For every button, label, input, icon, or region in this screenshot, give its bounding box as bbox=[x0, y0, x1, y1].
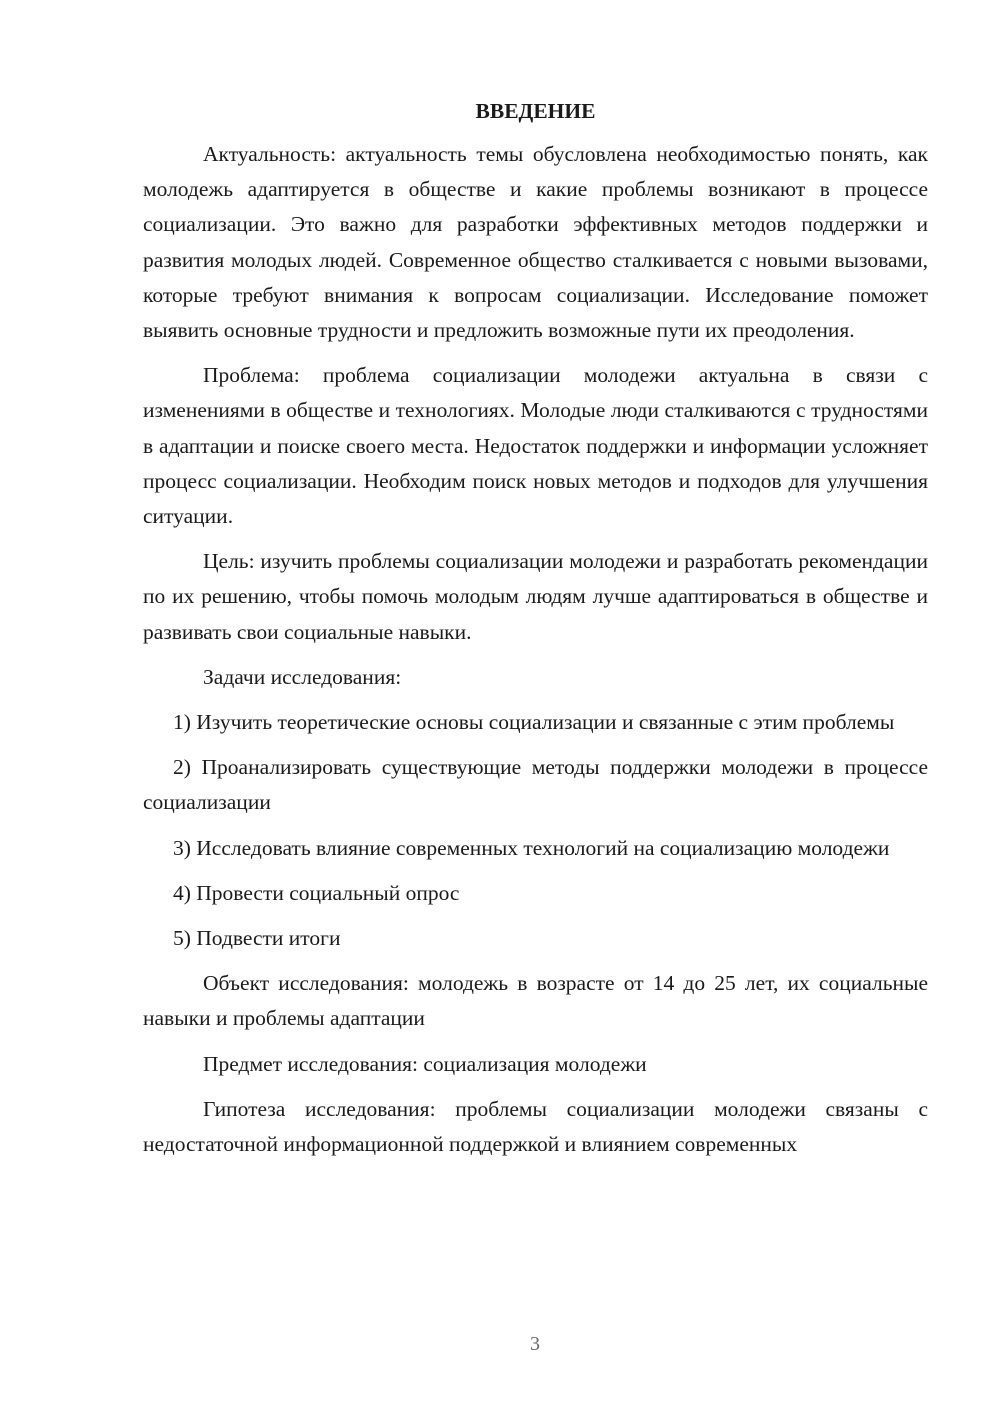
relevance-paragraph: Актуальность: актуальность темы обусловлена необходимостью понять, как молодежь адаптируется в обществе и какие проблемы возникают в процессе социализации. Это важно для разработки эффективных методов поддержки и развития молодых людей. Современное общество сталкивается с новыми вызовами, которые требуют внимания к вопросам социализации. Исследование поможет выявить основные трудности и предложить возможные пути их преодоления. bbox=[143, 142, 928, 343]
object-paragraph: Объект исследования: молодежь в возрасте от 14 до 25 лет, их социальные навыки и проблемы адаптации bbox=[143, 971, 928, 1031]
hypothesis-paragraph: Гипотеза исследования: проблемы социализации молодежи связаны с недостаточной информационной поддержкой и влиянием современных bbox=[143, 1096, 928, 1157]
page-number: 3 bbox=[530, 1333, 540, 1355]
task-item: 3) Исследовать влияние современных технологий на социализацию молодежи bbox=[173, 835, 890, 860]
problem-paragraph: Проблема: проблема социализации молодежи актуальна в связи с изменениями в обществе и технологиях. Молодые люди сталкиваются с трудностями в адаптации и поиске своего места. Недостаток поддержки и информации усложняет процесс социализации. Необходим поиск новых методов и подходов для улучшения ситуации. bbox=[143, 363, 928, 529]
document-page bbox=[143, 95, 928, 1172]
tasks-title: Задачи исследования: bbox=[203, 664, 402, 689]
task-item: 1) Изучить теоретические основы социализации и связанные с этим проблемы bbox=[173, 710, 895, 735]
task-item: 5) Подвести итоги bbox=[173, 926, 341, 951]
task-item: 2) Проанализировать существующие методы поддержки молодежи в процессе социализации bbox=[143, 755, 928, 815]
task-item: 4) Провести социальный опрос bbox=[173, 880, 460, 905]
section-heading: ВВЕДЕНИЕ bbox=[475, 99, 596, 123]
subject-paragraph: Предмет исследования: социализация молодежи bbox=[203, 1051, 647, 1076]
goal-paragraph: Цель: изучить проблемы социализации молодежи и разработать рекомендации по их решению, чтобы помочь молодым людям лучше адаптироваться в обществе и развивать свои социальные навыки. bbox=[143, 549, 928, 644]
